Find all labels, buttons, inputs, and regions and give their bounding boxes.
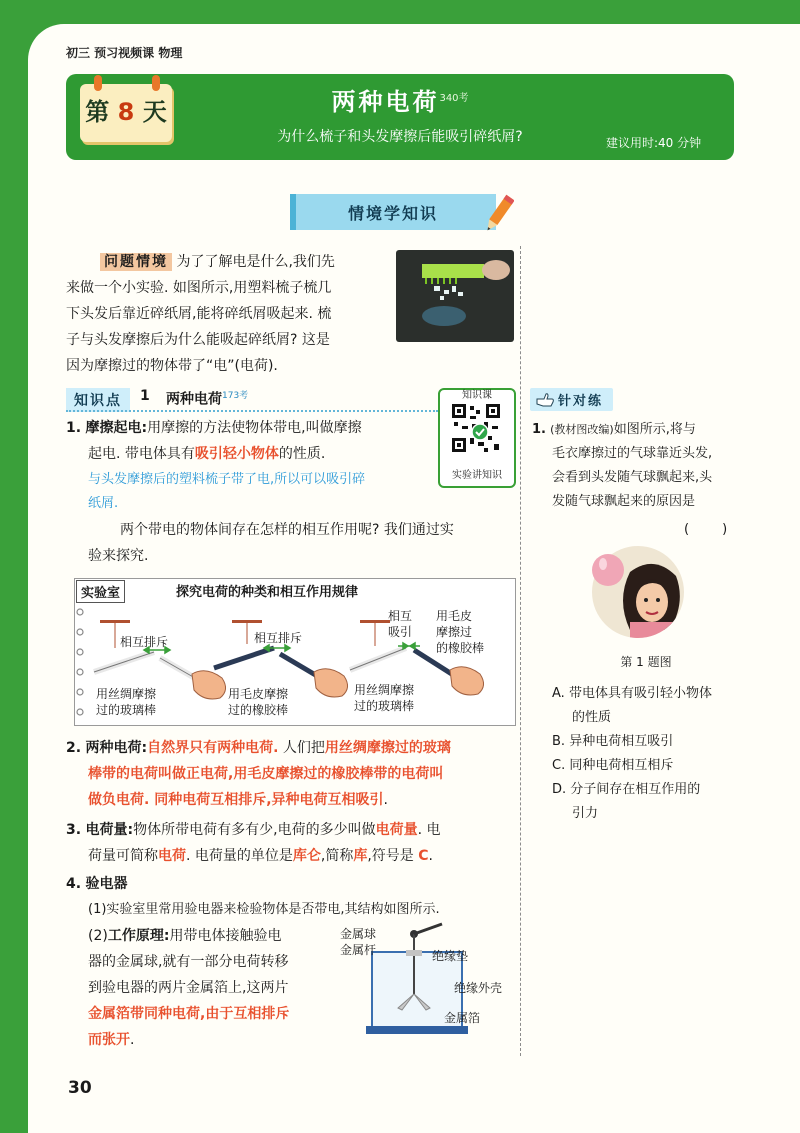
lab-title: 探究电荷的种类和相互作用规律 bbox=[176, 585, 359, 600]
electroscope-label: 金属球 bbox=[340, 927, 377, 941]
page-subtitle: 为什么梳子和头发摩擦后能吸引碎纸屑? bbox=[277, 129, 523, 145]
item-1-note: 与头发摩擦后的塑料梳子带了电,所以可以吸引碎 bbox=[88, 472, 366, 487]
option-b[interactable]: B. 异种电荷相互吸引 bbox=[552, 734, 674, 749]
item-1-line: 起电. 带电体具有吸引轻小物体的性质. bbox=[88, 446, 326, 462]
page-number: 30 bbox=[68, 1078, 92, 1098]
situation-tag: 问题情境 bbox=[100, 253, 172, 271]
practice-question: 1. (教材图改编)如图所示,将与 bbox=[532, 422, 696, 437]
practice-question-line: 毛衣摩擦过的气球靠近头发, bbox=[552, 446, 713, 461]
column-divider bbox=[520, 246, 521, 1056]
option-d[interactable]: D. 分子间存在相互作用的 bbox=[552, 782, 701, 797]
qr-footer: 实验讲知识 bbox=[452, 470, 502, 481]
situation-line: 下头发后靠近碎纸屑,能将碎纸屑吸起来. 梳 bbox=[66, 306, 332, 322]
item-1-note: 纸屑. bbox=[88, 496, 119, 511]
bridge-text: 两个带电的物体间存在怎样的相互作用呢? 我们通过实 bbox=[120, 522, 454, 538]
lab-label-rubber: 用毛皮 摩擦过 的橡胶棒 bbox=[436, 609, 485, 655]
lab-tag: 实验室 bbox=[76, 580, 125, 603]
practice-question-line: 会看到头发随气球飘起来,头 bbox=[552, 470, 713, 485]
lab-label-repel: 相互排斥 bbox=[120, 635, 169, 649]
comb-photo bbox=[396, 250, 514, 342]
qr-header: 知识课 bbox=[462, 390, 492, 401]
lab-label-rubber: 用毛皮摩擦 过的橡胶棒 bbox=[228, 687, 289, 717]
item-2-line: 做负电荷. 同种电荷互相排斥,异种电荷互相吸引. bbox=[88, 792, 388, 808]
knowledge-point-title: 两种电荷$^{173考}$ bbox=[166, 391, 249, 408]
lab-label-attract: 相互 吸引 bbox=[388, 609, 413, 639]
time-hint: 建议用时:40 分钟 bbox=[606, 136, 702, 150]
item-4-line: (2)工作原理:用带电体接触验电 bbox=[88, 928, 282, 944]
figure-caption: 第 1 题图 bbox=[620, 655, 672, 669]
knowledge-point-number: 1 bbox=[140, 388, 150, 404]
item-2-line: 棒带的电荷叫做正电荷,用毛皮摩擦过的橡胶棒带的电荷叫 bbox=[88, 766, 444, 782]
item-3-line: 3. 电荷量:物体所带电荷有多有少,电荷的多少叫做电荷量. 电 bbox=[66, 822, 441, 838]
option-d-line: 引力 bbox=[572, 806, 599, 821]
practice-tag: 针对练 bbox=[530, 388, 613, 411]
knowledge-point-count: 173考 bbox=[222, 391, 249, 401]
item-4-line: 而张开. bbox=[88, 1032, 135, 1048]
qr-code-icon[interactable] bbox=[450, 402, 502, 454]
lab-label-glass: 用丝绸摩擦 过的玻璃棒 bbox=[354, 683, 415, 713]
option-c[interactable]: C. 同种电荷相互相斥 bbox=[552, 758, 674, 773]
item-4-line: 到验电器的两片金属箔上,这两片 bbox=[88, 980, 289, 996]
pointing-hand-icon bbox=[536, 391, 554, 407]
item-2-line: 2. 两种电荷:自然界只有两种电荷. 人们把用丝绸摩擦过的玻璃 bbox=[66, 740, 451, 756]
answer-bracket[interactable]: ( ) bbox=[684, 522, 728, 537]
pencil-icon bbox=[484, 192, 514, 236]
electroscope-label: 绝缘垫 bbox=[432, 949, 469, 963]
bridge-text: 验来探究. bbox=[88, 548, 149, 564]
electroscope-label: 金属箔 bbox=[444, 1011, 481, 1025]
lab-label-repel: 相互排斥 bbox=[254, 631, 303, 645]
calendar-ring-icon bbox=[152, 75, 160, 91]
situation-line: 来做一个小实验. 如图所示,用塑料梳子梳几 bbox=[66, 280, 332, 296]
item-4-line: 金属箔带同种电荷,由于互相排斥 bbox=[88, 1006, 290, 1022]
section-title: 情境学知识 bbox=[347, 204, 438, 223]
series-title: 初三 预习视频课 物理 bbox=[66, 46, 183, 60]
practice-question-line: 发随气球飘起来的原因是 bbox=[552, 494, 696, 509]
option-a-line: 的性质 bbox=[572, 710, 612, 725]
item-4-line: (1)实验室里常用验电器来检验物体是否带电,其结构如图所示. bbox=[88, 902, 440, 917]
title-count: 340考 bbox=[439, 93, 469, 104]
situation-line: 子与头发摩擦后为什么能吸起碎纸屑? 这是 bbox=[66, 332, 330, 348]
item-4-heading: 4. 验电器 bbox=[66, 876, 128, 892]
calendar-ring-icon bbox=[94, 75, 102, 91]
balloon-girl-figure bbox=[590, 544, 686, 640]
item-3-line: 荷量可简称电荷. 电荷量的单位是库仑,简称库,符号是 C. bbox=[88, 848, 433, 864]
item-4-line: 器的金属球,就有一部分电荷转移 bbox=[88, 954, 289, 970]
electroscope-label: 绝缘外壳 bbox=[454, 981, 503, 995]
day-label: 第 8 天 bbox=[85, 98, 167, 126]
situation-line: 因为摩擦过的物体带了“电”(电荷). bbox=[66, 358, 278, 374]
lab-label-glass: 用丝绸摩擦 过的玻璃棒 bbox=[96, 687, 157, 717]
page-title: 两种电荷$^{340考}$ bbox=[331, 88, 469, 116]
knowledge-point-badge: 知识点 bbox=[66, 388, 130, 412]
knowledge-point-rule bbox=[66, 410, 438, 412]
item-1-line: 1. 摩擦起电:用摩擦的方法使物体带电,叫做摩擦 bbox=[66, 420, 362, 436]
option-a[interactable]: A. 带电体具有吸引轻小物体 bbox=[552, 686, 712, 701]
situation-paragraph: 问题情境 为了了解电是什么,我们先 bbox=[100, 250, 390, 274]
electroscope-label: 金属杆 bbox=[340, 943, 377, 957]
